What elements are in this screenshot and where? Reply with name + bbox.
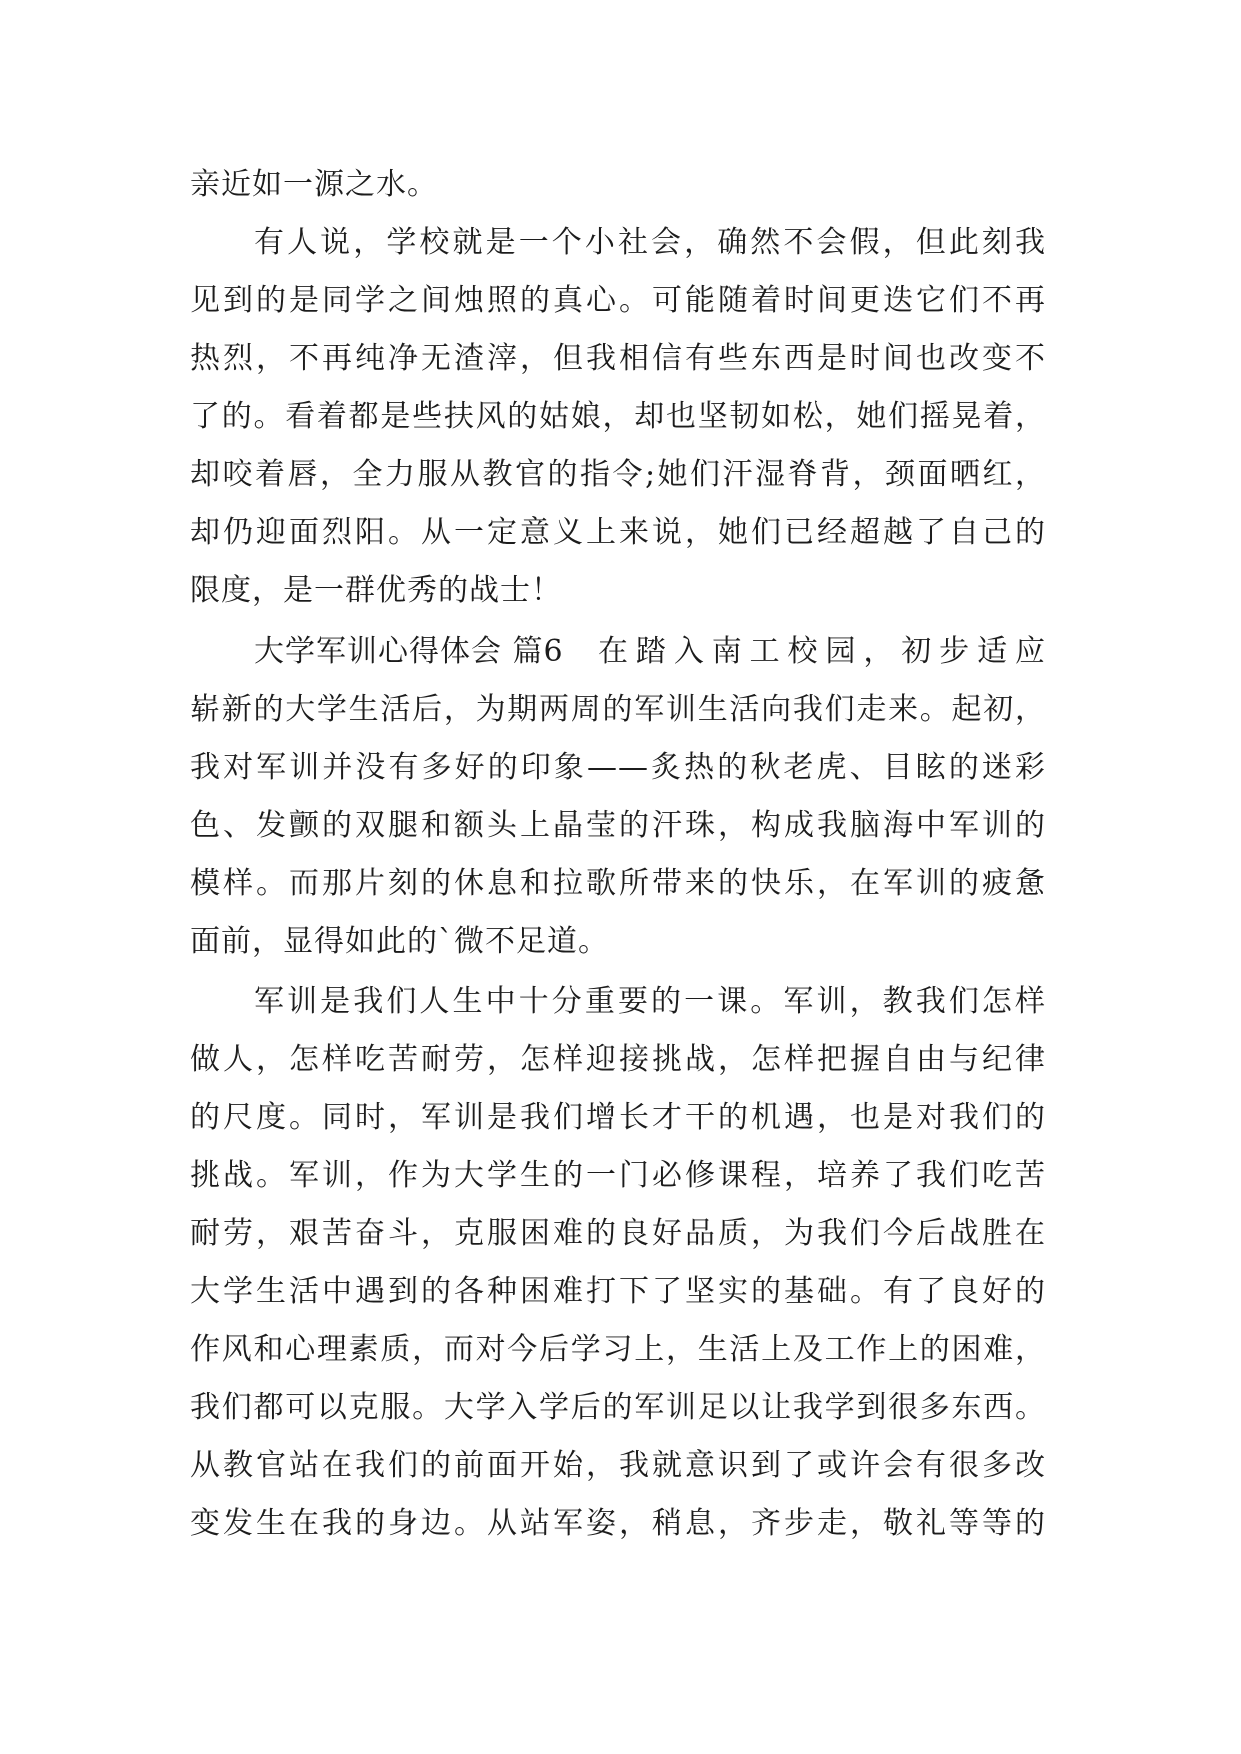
text-line: 限度，是一群优秀的战士！ (190, 573, 562, 608)
text-line: 大学生活中遇到的各种困难打下了坚实的基础。有了良好的 (190, 1274, 1046, 1309)
section-title: 大学军训心得体会 篇6 (254, 634, 564, 669)
text-line: 从教官站在我们的前面开始，我就意识到了或许会有很多改 (190, 1448, 1046, 1483)
text-line: 军训是我们人生中十分重要的一课。军训，教我们怎样 (254, 984, 1046, 1019)
text-line: 变发生在我的身边。从站军姿，稍息，齐步走，敬礼等等的 (190, 1506, 1046, 1541)
text-line: 面前，显得如此的`微不足道。 (190, 924, 609, 959)
text-line: 的尺度。同时，军训是我们增长才干的机遇，也是对我们的 (190, 1100, 1046, 1135)
document-body (190, 156, 1046, 1553)
text-line: 亲近如一源之水。 (190, 167, 438, 202)
section-heading-line (190, 623, 1046, 681)
text-line: 了的。看着都是些扶风的姑娘，却也坚韧如松，她们摇晃着， (190, 399, 1046, 434)
text-line: 热烈，不再纯净无渣滓，但我相信有些东西是时间也改变不 (190, 341, 1046, 376)
section-first-line: 在踏入南工校园，初步适应 (598, 634, 1046, 669)
text-line: 却咬着唇，全力服从教官的指令;她们汗湿脊背，颈面晒红， (190, 457, 1046, 492)
text-line: 我对军训并没有多好的印象——炙热的秋老虎、目眩的迷彩 (190, 750, 1046, 785)
text-line: 却仍迎面烈阳。从一定意义上来说，她们已经超越了自己的 (190, 515, 1046, 550)
text-line: 见到的是同学之间烛照的真心。可能随着时间更迭它们不再 (190, 283, 1046, 318)
text-line: 作风和心理素质，而对今后学习上，生活上及工作上的困难， (190, 1332, 1046, 1367)
text-line: 模样。而那片刻的休息和拉歌所带来的快乐，在军训的疲惫 (190, 866, 1046, 901)
text-line: 有人说，学校就是一个小社会，确然不会假，但此刻我 (254, 225, 1046, 260)
text-line: 崭新的大学生活后，为期两周的军训生活向我们走来。起初， (190, 692, 1046, 727)
text-line: 耐劳，艰苦奋斗，克服困难的良好品质，为我们今后战胜在 (190, 1216, 1046, 1251)
text-line: 挑战。军训，作为大学生的一门必修课程，培养了我们吃苦 (190, 1158, 1046, 1193)
text-line: 我们都可以克服。大学入学后的军训足以让我学到很多东西。 (190, 1390, 1046, 1425)
text-line: 做人，怎样吃苦耐劳，怎样迎接挑战，怎样把握自由与纪律 (190, 1042, 1046, 1077)
text-line: 色、发颤的双腿和额头上晶莹的汗珠，构成我脑海中军训的 (190, 808, 1046, 843)
